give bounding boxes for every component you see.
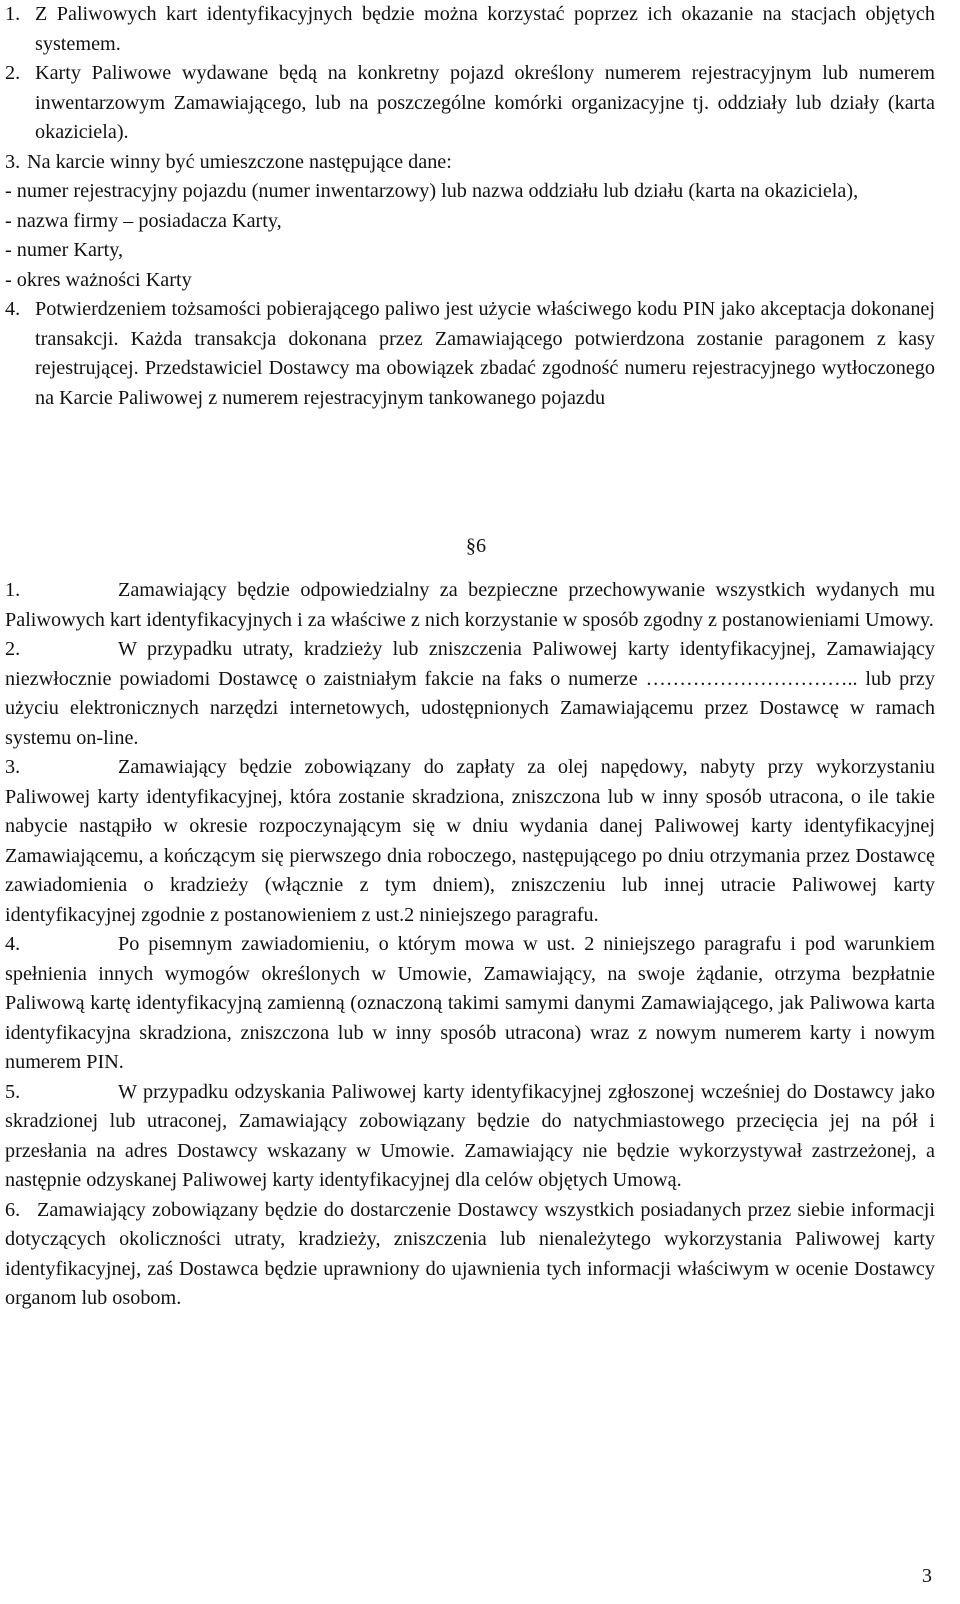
item-number: 2. bbox=[5, 62, 21, 84]
item-number: 6. bbox=[5, 1198, 21, 1221]
card-data-line: - nazwa firmy – posiadacza Karty, bbox=[5, 209, 282, 232]
item-text: Na karcie winny być umieszczone następujące dane: bbox=[27, 150, 452, 173]
list-item bbox=[5, 295, 935, 413]
item-text: Zamawiający będzie zobowiązany do zapłaty za olej napędowy, nabyty przy wykorzystaniu Paliwowej karty identyfikacyjnej, która zostanie skradziona, zniszczona lub w inny sposób utracona, o ile takie nabycie nastąpiło w okresie rozpoczynającym się w dniu wydania danej Paliwowej karty identyfikacyjnej Zamawiającemu, a kończącym się pierwszego dnia roboczego, następującego po dniu otrzymania przez Dostawcę zawiadomienia o kradzieży (włącznie z tym dniem), zniszczeniu lub innej utracie Paliwowej karty identyfikacyjnej zgodnie z postanowieniem z ust.2 niniejszego paragrafu. bbox=[5, 756, 935, 926]
item-text: W przypadku utraty, kradzieży lub zniszczenia Paliwowej karty identyfikacyjnej, Zamawiający niezwłocznie powiadomi Dostawcę o zaistniałym fakcie na faks o numerze ………………………….. lub przy użyciu elektronicznych narzędzi internetowych, udostępnionych Zamawiającemu przez Dostawcę w ramach systemu on-line. bbox=[5, 638, 935, 749]
item-text: Potwierdzeniem tożsamości pobierającego paliwo jest użycie właściwego kodu PIN jako akceptacja dokonanej transakcji. Każda transakcja dokonana przez Zamawiającego potwierdzona zostanie paragonem z kasy rejestrującej. Przedstawiciel Dostawcy ma obowiązek zbadać zgodność numeru rejestracyjnego wytłoczonego na Karcie Paliwowej z numerem rejestracyjnym tankowanego pojazdu bbox=[35, 298, 935, 409]
item-number: 5. bbox=[5, 1080, 21, 1103]
card-data-line: - okres ważności Karty bbox=[5, 268, 192, 291]
list-item bbox=[5, 148, 935, 296]
list-item bbox=[5, 1196, 935, 1314]
item-text: Zamawiający będzie odpowiedzialny za bezpieczne przechowywanie wszystkich wydanych mu Paliwowych kart identyfikacyjnych i za właściwe z nich korzystanie w sposób zgodny z postanowieniami Umowy. bbox=[5, 579, 935, 631]
item-text: W przypadku odzyskania Paliwowej karty identyfikacyjnej zgłoszonej wcześniej do Dostawcy jako skradzionej lub utraconej, Zamawiający zobowiązany będzie do natychmiastowego przecięcia jej na pół i przesłania na adres Dostawcy wskazany w Umowie. Zamawiający nie będzie wykorzystywał zastrzeżonej, a następnie odzyskanej Paliwowej karty identyfikacyjnej dla celów objętych Umową. bbox=[5, 1080, 935, 1191]
section-2 bbox=[5, 576, 935, 1314]
item-number: 3. bbox=[5, 150, 21, 173]
list-item bbox=[5, 576, 935, 635]
page-number: 3 bbox=[921, 1565, 932, 1587]
section-1 bbox=[5, 0, 935, 413]
list-item bbox=[5, 1078, 935, 1196]
card-data-line: - numer rejestracyjny pojazdu (numer inwentarzowy) lub nazwa oddziału lub działu (karta na okaziciela), bbox=[5, 180, 859, 202]
item-text: Karty Paliwowe wydawane będą na konkretny pojazd określony numerem rejestracyjnym lub numerem inwentarzowym Zamawiającego, lub na poszczególne komórki organizacyjne tj. oddziały lub działy (karta okaziciela). bbox=[35, 62, 935, 143]
list-item bbox=[5, 635, 935, 753]
item-number: 1. bbox=[5, 3, 21, 25]
item-text: Z Paliwowych kart identyfikacyjnych będzie można korzystać poprzez ich okazanie na stacjach objętych systemem. bbox=[35, 3, 935, 55]
item-number: 4. bbox=[5, 298, 21, 320]
item-text: Po pisemnym zawiadomieniu, o którym mowa w ust. 2 niniejszego paragrafu i pod warunkiem spełnienia innych wymogów określonych w Umowie, Zamawiający, na swoje żądanie, otrzyma bezpłatnie Paliwową kartę identyfikacyjną zamienną (oznaczoną takimi samymi danymi Zamawiającego, jak Paliwowa karta identyfikacyjna skradziona, zniszczona lub w inny sposób utracona) wraz z nowym numerem karty i nowym numerem PIN. bbox=[5, 933, 935, 1073]
item-number: 3. bbox=[5, 756, 21, 778]
item-number: 4. bbox=[5, 933, 21, 955]
list-item bbox=[5, 0, 935, 59]
item-number: 2. bbox=[5, 638, 21, 660]
item-text: Zamawiający zobowiązany będzie do dostarczenie Dostawcy wszystkich posiadanych przez siebie informacji dotyczących okoliczności utraty, kradzieży, zniszczenia lub nienależytego wykorzystania Paliwowej karty identyfikacyjnej, zaś Dostawca będzie uprawniony do ujawnienia tych informacji właściwym w ocenie Dostawcy organom lub osobom. bbox=[5, 1198, 935, 1309]
section-heading: §6 bbox=[465, 535, 487, 557]
card-data-line: - numer Karty, bbox=[5, 239, 124, 261]
card-data-list bbox=[5, 177, 935, 295]
list-item bbox=[5, 930, 935, 1078]
list-item bbox=[5, 753, 935, 930]
list-item bbox=[5, 59, 935, 148]
item-number: 1. bbox=[5, 579, 21, 601]
